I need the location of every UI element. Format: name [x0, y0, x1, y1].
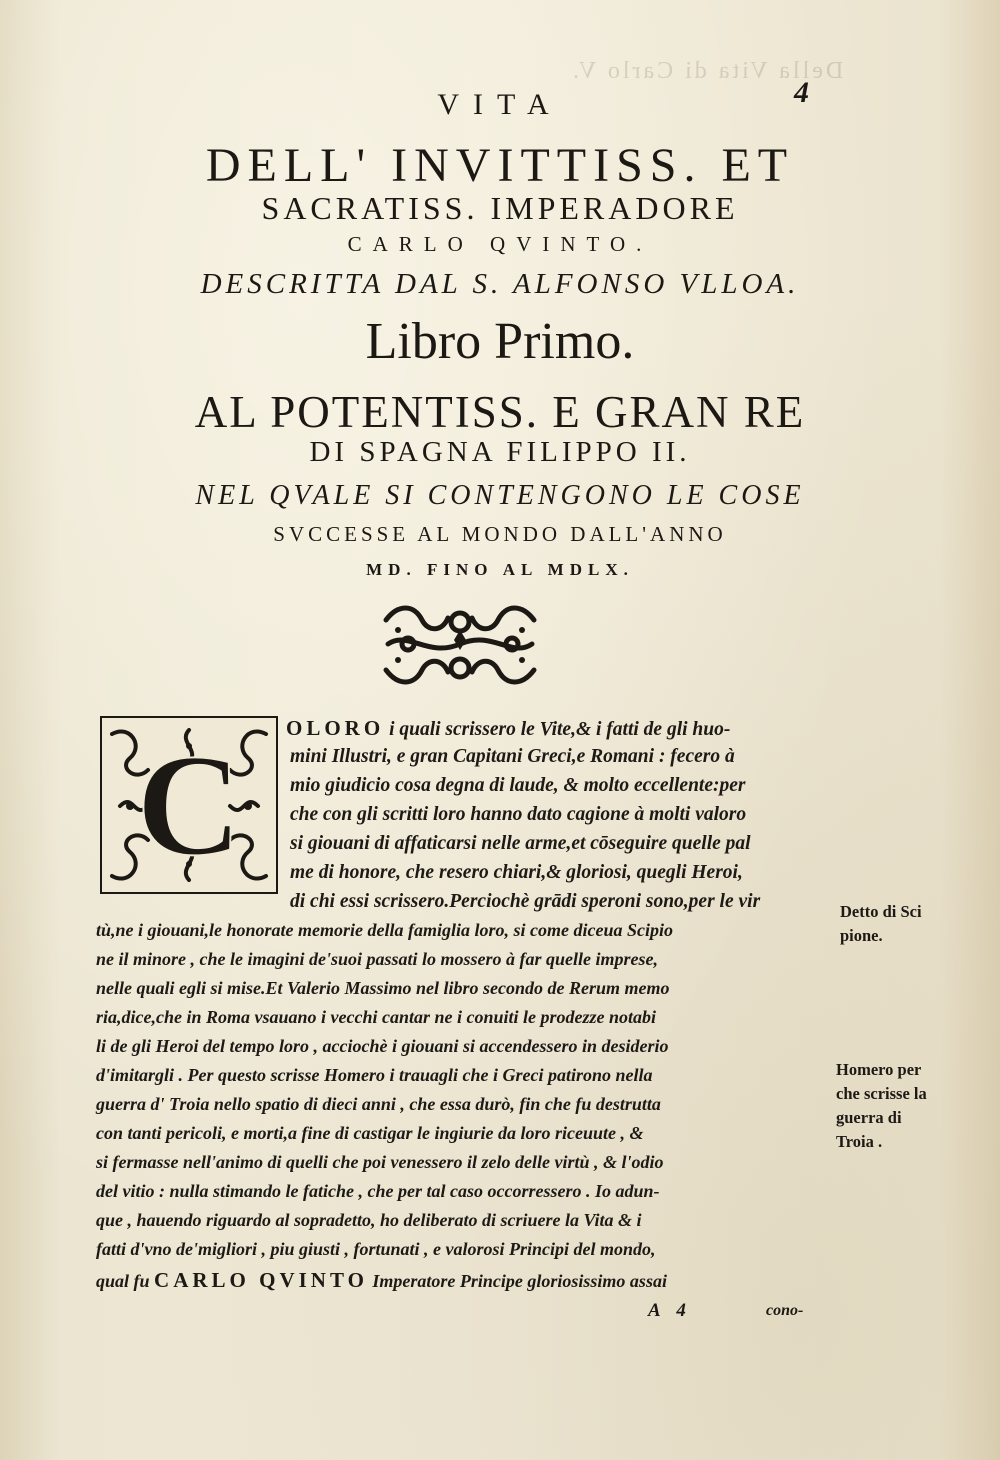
- last-line-start: qual fu: [96, 1271, 150, 1291]
- book-heading: Libro Primo.: [365, 313, 635, 370]
- title-line-invittiss: DELL' INVITTISS. ET: [205, 139, 795, 192]
- margin-note-1-line-1: Detto di Sci: [840, 902, 922, 921]
- margin-note-1-line-2: pione.: [840, 926, 883, 945]
- signature-mark: A 4: [648, 1300, 692, 1321]
- body-line-9: ne il minore , che le imagini de'suoi passati lo mossero à far quelle imprese,: [96, 949, 659, 969]
- title-line-sacratiss: SACRATISS. IMPERADORE: [261, 190, 739, 226]
- body-line-10: nelle quali egli si mise.Et Valerio Massimo nel libro secondo de Rerum memo: [96, 978, 670, 998]
- body-line-1-text: i quali scrissero le Vite,& i fatti de gli huo-: [389, 719, 731, 740]
- body-line-17: del vitio : nulla stimando le fatiche , che per tal caso occorressero . Io adun-: [96, 1181, 660, 1201]
- subject-line-1: NEL QVALE SI CONTENGONO LE COSE: [195, 480, 805, 511]
- show-through-text: Della Vita di Carlo V.: [570, 58, 844, 84]
- last-line-name: CARLO QVINTO: [154, 1268, 368, 1292]
- margin-note-2-line-4: Troia .: [836, 1132, 883, 1151]
- body-line-6: me di honore, che resero chiari,& gloriosi, quegli Heroi,: [290, 862, 743, 883]
- margin-note-2-line-1: Homero per: [836, 1060, 922, 1079]
- dedication-line-2: DI SPAGNA FILIPPO II.: [309, 436, 691, 468]
- body-line-18: que , hauendo riguardo al sopradetto, ho deliberato di scriuere la Vita & i: [96, 1210, 642, 1230]
- catchword: cono-: [766, 1302, 804, 1319]
- body-line-4: che con gli scritti loro hanno dato cagione à molti valoro: [290, 804, 747, 825]
- body-line-16: si fermasse nell'animo di quelli che poi venessero il zelo delle virtù , & l'odio: [96, 1152, 664, 1172]
- dedication-line-1: AL POTENTISS. E GRAN RE: [194, 387, 806, 437]
- body-line-12: li de gli Heroi del tempo loro , acciochè i giouani si accendessero in desiderio: [96, 1036, 669, 1056]
- body-line-3: mio giudicio cosa degna di laude, & molto eccellente:per: [290, 775, 746, 796]
- last-line-end: Imperatore Principe gloriosissimo assai: [372, 1271, 667, 1291]
- body-line-14: guerra d' Troia nello spatio di dieci anni , che essa durò, fin che fu destrutta: [96, 1094, 661, 1114]
- subject-line-3: MD. FINO AL MDLX.: [366, 560, 634, 579]
- body-line-11: ria,dice,che in Roma vsauano i vecchi cantar ne i conuiti le prodezze notabi: [96, 1007, 656, 1027]
- margin-note-2-line-2: che scrisse la: [836, 1084, 927, 1103]
- initial-letter: C: [136, 724, 242, 886]
- body-line-7: di chi essi scrissero.Perciochè grādi speroni sono,per le vir: [290, 891, 761, 912]
- body-line-8: tù,ne i giouani,le honorate memorie della famiglia loro, si come diceua Scipio: [96, 920, 674, 940]
- body-line-13: d'imitargli . Per questo scrisse Homero i trauagli che i Greci patirono nella: [96, 1065, 653, 1085]
- title-line-vita: VITA: [437, 88, 563, 121]
- body-line-1: [286, 716, 730, 741]
- lead-word: OLORO: [286, 716, 385, 740]
- body-line-20: [96, 1268, 667, 1293]
- subject-line-2: SVCCESSE AL MONDO DALL'ANNO: [273, 522, 727, 546]
- body-line-19: fatti d'vno de'migliori , piu giusti , fortunati , e valorosi Principi del mondo,: [96, 1239, 656, 1259]
- body-line-5: si giouani di affaticarsi nelle arme,et cōseguire quelle pal: [290, 833, 751, 854]
- page-number: 4: [794, 76, 809, 109]
- decorated-initial-icon: [100, 716, 278, 894]
- headpiece-ornament-icon: [378, 600, 542, 692]
- body-line-2: mini Illustri, e gran Capitani Greci,e Romani : fecero à: [290, 746, 735, 767]
- title-line-carlo: CARLO QVINTO.: [347, 232, 653, 256]
- title-line-author: DESCRITTA DAL S. ALFONSO VLLOA.: [200, 268, 800, 300]
- body-line-15: con tanti pericoli, e morti,a fine di castigar le ingiurie da loro riceuute , &: [96, 1123, 644, 1143]
- margin-note-2-line-3: guerra di: [836, 1108, 902, 1127]
